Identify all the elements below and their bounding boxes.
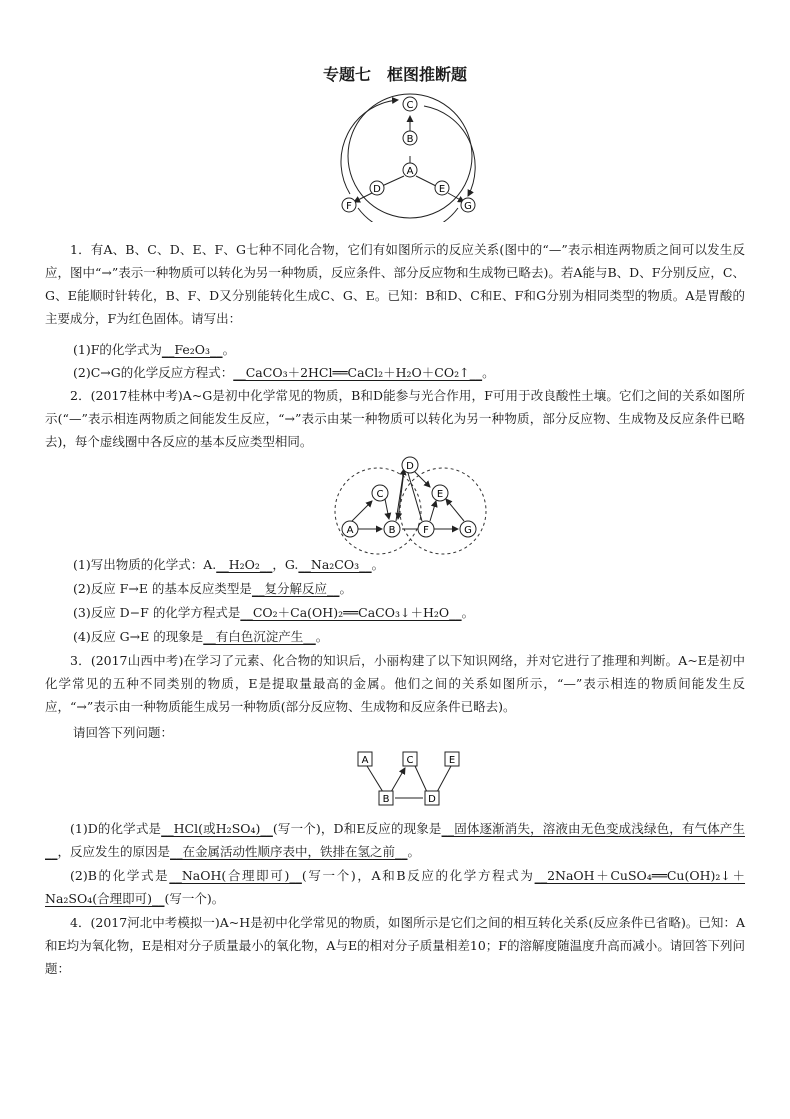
svg-text:D: D xyxy=(428,794,436,805)
q2-part1: (1)写出物质的化学式：A.__H₂O₂__，G.__Na₂CO₃__。 xyxy=(73,557,385,572)
svg-text:D: D xyxy=(373,184,381,195)
node-e xyxy=(432,485,448,501)
svg-text:G: G xyxy=(464,201,472,212)
svg-text:C: C xyxy=(406,100,414,111)
svg-text:A: A xyxy=(406,166,414,177)
svg-text:E: E xyxy=(438,184,446,195)
q3-part1: (1)D的化学式是__HCl(或H₂SO₄)__(写一个)，D和E反应的现象是__固体逐渐消失，溶液由无色变成浅绿色，有气体产生__，反应发生的原因是__在金属活动性顺序表中，铁排在氢之前__。 xyxy=(45,821,745,859)
svg-text:G: G xyxy=(464,525,472,536)
svg-text:A: A xyxy=(361,755,369,766)
svg-text:E: E xyxy=(436,489,444,500)
q2-answer-g: __Na₂CO₃__ xyxy=(298,557,372,572)
node-f xyxy=(418,521,434,537)
node-d xyxy=(370,181,384,195)
node-a xyxy=(403,163,417,177)
svg-text:F: F xyxy=(423,525,429,536)
node-g xyxy=(461,198,475,212)
q2-part2: (2)反应 F→E 的基本反应类型是__复分解反应__。 xyxy=(73,581,352,596)
node-c xyxy=(403,97,417,111)
node-d xyxy=(425,791,439,805)
node-e xyxy=(445,752,459,766)
q1-part2: (2)C→G的化学反应方程式：__CaCO₃＋2HCl══CaCl₂＋H₂O＋CO₂↑__。 xyxy=(73,365,495,380)
page-title: 专题七 框图推断题 xyxy=(322,65,467,84)
svg-text:C: C xyxy=(406,755,414,766)
q3-stem: 3．(2017山西中考)在学习了元素、化合物的知识后，小丽构建了以下知识网络，并对它进行了推理和判断。A~E是初中化学常见的五种不同类别的物质，E是提取量最高的金属。他们之间的关系如图所示，“—”表示相连的物质间能发生反应，“→”表示由一种物质能生成另一种物质(部分反应物、生成物和反应条件已略去)。 xyxy=(45,653,745,714)
q3-prompt: 请回答下列问题： xyxy=(73,725,174,740)
q2-answer-4: __有白色沉淀产生__ xyxy=(203,629,316,644)
node-b xyxy=(379,791,393,805)
q2-part4: (4)反应 G→E 的现象是__有白色沉淀产生__。 xyxy=(73,629,329,644)
node-e xyxy=(435,181,449,195)
q1-answer-1: __Fe₂O₃__ xyxy=(161,342,223,357)
svg-text:B: B xyxy=(382,794,390,805)
svg-text:F: F xyxy=(346,201,352,212)
q2-answer-3: __CO₂＋Ca(OH)₂══CaCO₃↓＋H₂O__ xyxy=(240,605,462,620)
q2-part3: (3)反应 D−F 的化学方程式是__CO₂＋Ca(OH)₂══CaCO₃↓＋H₂O__。 xyxy=(73,605,475,620)
q1-stem: 1．有A、B、C、D、E、F、G七种不同化合物，它们有如图所示的反应关系(图中的“—”表示相连两物质之间可以发生反应，图中“→”表示一种物质可以转化为另一种物质，反应条件、部分反应物和生成物已略去)。若A能与B、D、F分别反应，C、G、E能顺时针转化，B、F、D又分别能转化生成C、G、E。已知：B和D、C和E、F和G分别为相同类型的物质。A是胃酸的主要成分，F为红色固体。请写出： xyxy=(45,242,745,326)
q2-stem: 2．(2017桂林中考)A~G是初中化学常见的物质，B和D能参与光合作用，F可用于改良酸性土壤。它们之间的关系如图所示(“—”表示相连两物质之间能发生反应，“→”表示由某一种物质可以转化为另一种物质，部分反应物、生成物及反应条件已略去)，每个虚线圈中各反应的基本反应类型相同。 xyxy=(45,388,745,449)
node-f xyxy=(342,198,356,212)
q2-answer-a: __H₂O₂__ xyxy=(216,557,273,572)
q3-answer-1-reason: __在金属活动性顺序表中，铁排在氢之前__ xyxy=(170,844,408,859)
node-b xyxy=(403,131,417,145)
q3-answer-1-phenomenon: __固体逐渐消失，溶液由无色变成浅绿色，有气体产生__ xyxy=(45,821,745,859)
q4-stem: 4．(2017河北中考模拟一)A~H是初中化学常见的物质，如图所示是它们之间的相互转化关系(反应条件已省略)。已知：A和E均为氧化物，E是相对分子质量最小的氧化物，A与E的相对分子质量相差10；F的溶解度随温度升高而减小。请回答下列问题： xyxy=(45,915,745,976)
node-g xyxy=(460,521,476,537)
q3-answer-2: __NaOH(合理即可)__ xyxy=(169,868,302,883)
node-c xyxy=(372,485,388,501)
svg-text:E: E xyxy=(448,755,456,766)
reaction-diagram-1 xyxy=(330,92,490,222)
q3-answer-1: __HCl(或H₂SO₄)__ xyxy=(161,821,273,836)
svg-text:B: B xyxy=(406,134,414,145)
q1-part1: (1)F的化学式为__Fe₂O₃__。 xyxy=(73,342,236,357)
svg-text:A: A xyxy=(346,525,354,536)
svg-text:C: C xyxy=(376,489,384,500)
node-a xyxy=(358,752,372,766)
q3-answer-2-equation: __2NaOH＋CuSO₄══Cu(OH)₂↓＋Na₂SO₄(合理即可)__ xyxy=(45,868,746,906)
reaction-diagram-3 xyxy=(355,750,465,810)
q2-answer-2: __复分解反应__ xyxy=(251,581,340,596)
reaction-diagram-2 xyxy=(330,455,490,555)
node-a xyxy=(342,521,358,537)
node-b xyxy=(384,521,400,537)
node-d xyxy=(402,457,418,473)
q3-part2: (2)B的化学式是__NaOH(合理即可)__(写一个)，A和B反应的化学方程式为__2NaOH＋CuSO₄══Cu(OH)₂↓＋Na₂SO₄(合理即可)__(写一个)。 xyxy=(45,868,746,906)
node-c xyxy=(403,752,417,766)
svg-text:B: B xyxy=(388,525,396,536)
svg-text:D: D xyxy=(406,461,414,472)
q1-answer-2: __CaCO₃＋2HCl══CaCl₂＋H₂O＋CO₂↑__ xyxy=(233,365,483,380)
